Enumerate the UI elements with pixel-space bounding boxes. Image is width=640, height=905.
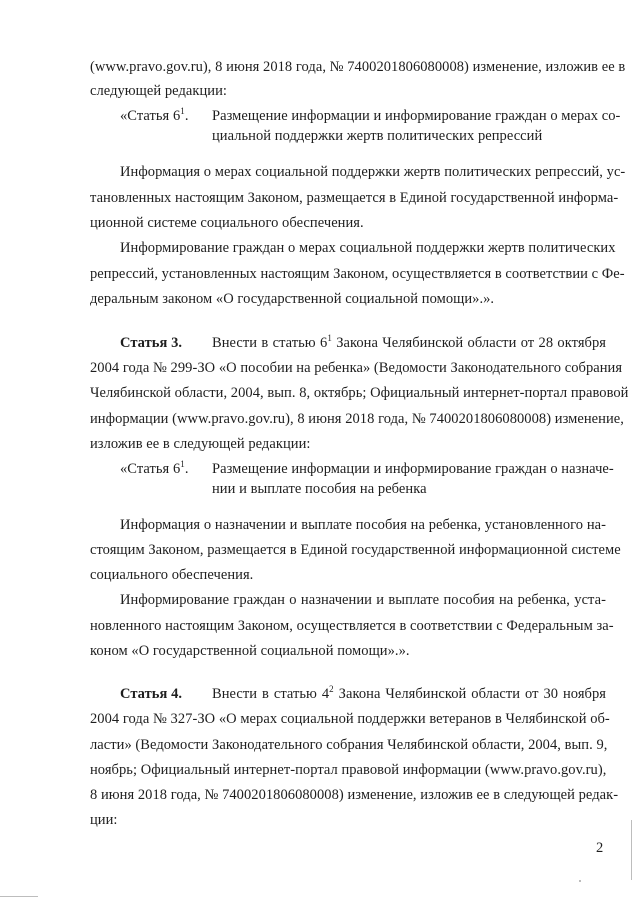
article-text: 8 июня 2018 года, № 7400201806080008) изменение, изложив ее в следующей редак- bbox=[90, 787, 619, 803]
paragraph-line: социального обеспечения. bbox=[90, 567, 254, 583]
paragraph-line: Информация о мерах социальной поддержки жертв политических репрессий, ус- bbox=[120, 164, 626, 180]
paragraph-line: стоящим Законом, размещается в Единой государственной информационной системе bbox=[90, 542, 621, 558]
paragraph-line: Информирование граждан о мерах социальной поддержки жертв политических bbox=[120, 240, 616, 256]
paragraph-line: ционной системе социального обеспечения. bbox=[90, 215, 364, 231]
article-text: Внести в статью $4^2$ Закона Челябинской области от 30 ноября bbox=[212, 684, 607, 702]
article-label: «Статья $6^1$. bbox=[120, 106, 189, 124]
scan-artifact bbox=[579, 880, 581, 882]
paragraph-line: тановленных настоящим Законом, размещается в Единой государственной информа- bbox=[90, 190, 619, 206]
article-title: циальной поддержки жертв политических репрессий bbox=[212, 128, 543, 144]
paragraph-line: деральным законом «О государственной социальной помощи».». bbox=[90, 291, 495, 307]
article-text: 2004 года № 299-ЗО «О пособии на ребенка» (Ведомости Законодательного собрания bbox=[90, 360, 623, 376]
article-text: Внести в статью $6^1$ Закона Челябинской области от 28 октября bbox=[212, 333, 606, 351]
article-text: ласти» (Ведомости Законодательного собрания Челябинской области, 2004, вып. 9, bbox=[90, 737, 608, 753]
text-line: следующей редакции: bbox=[90, 83, 227, 99]
article-title: Размещение информации и информирование граждан о назначе- bbox=[212, 461, 614, 477]
scan-artifact bbox=[0, 896, 38, 897]
article-text: Челябинской области, 2004, вып. 8, октябрь; Официальный интернет-портал правовой bbox=[90, 385, 629, 401]
paragraph-line: Информация о назначении и выплате пособия на ребенка, установленного на- bbox=[120, 517, 606, 533]
article-label: «Статья $6^1$. bbox=[120, 459, 189, 477]
text-line: (www.pravo.gov.ru), 8 июня 2018 года, № 7400201806080008) изменение, изложив ее в bbox=[90, 59, 626, 75]
paragraph-line: репрессий, установленных настоящим Законом, осуществляется в соответствии с Фе- bbox=[90, 266, 625, 282]
paragraph-line: Информирование граждан о назначении и выплате пособия на ребенка, уста- bbox=[120, 592, 606, 608]
article-title: Размещение информации и информирование граждан о мерах со- bbox=[212, 108, 621, 124]
paragraph-line: новленного настоящим Законом, осуществляется в соответствии с Федеральным за- bbox=[90, 618, 614, 634]
article-heading: Статья 3. bbox=[120, 335, 183, 351]
scan-artifact bbox=[631, 820, 632, 880]
article-text: 2004 года № 327-ЗО «О мерах социальной поддержки ветеранов в Челябинской об- bbox=[90, 711, 610, 727]
article-text: изложив ее в следующей редакции: bbox=[90, 436, 311, 452]
article-title: нии и выплате пособия на ребенка bbox=[212, 481, 427, 497]
paragraph-line: коном «О государственной социальной помощи».». bbox=[90, 643, 410, 659]
article-text: ции: bbox=[90, 812, 118, 828]
article-text: ноябрь; Официальный интернет-портал правовой информации (www.pravo.gov.ru), bbox=[90, 762, 607, 778]
article-text: информации (www.pravo.gov.ru), 8 июня 2018 года, № 7400201806080008) изменение, bbox=[90, 411, 624, 427]
page-number: 2 bbox=[596, 840, 604, 856]
article-heading: Статья 4. bbox=[120, 686, 183, 702]
